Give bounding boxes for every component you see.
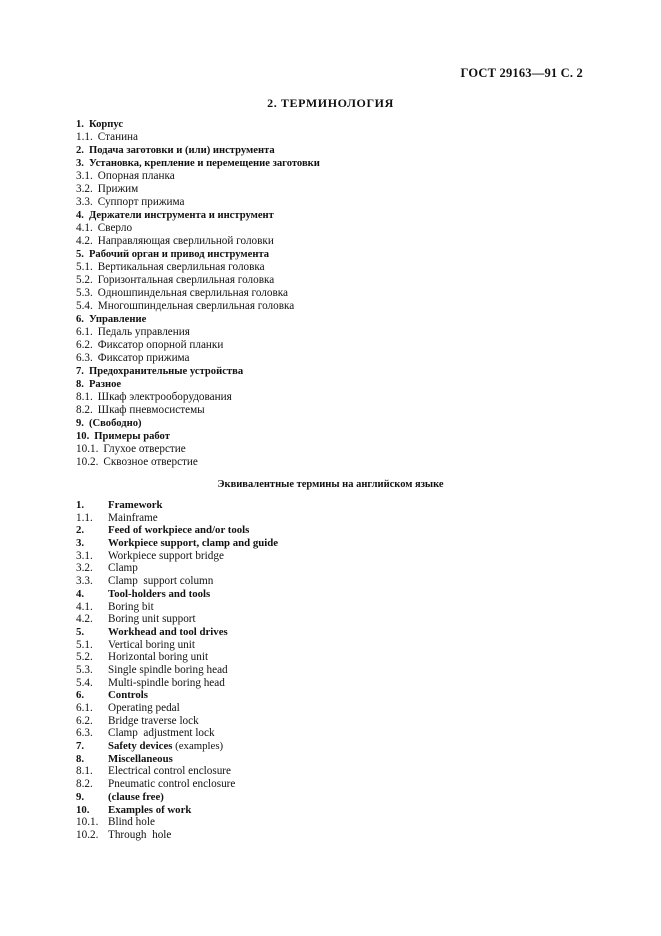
en-term-label: Clamp support column [108,575,214,588]
en-term-text [108,791,164,804]
en-term-text [108,588,210,601]
ru-term-row [76,235,596,248]
en-term-label: Pneumatic control enclosure [108,778,236,791]
en-term-number: 3.3. [76,575,93,588]
ru-term-text: Примеры работ [94,431,170,442]
en-term-label: Boring unit support [108,613,196,626]
en-term-row [76,601,596,614]
ru-term-text: Глухое отверстие [103,443,186,455]
en-term-label: Safety devices [108,740,173,753]
ru-term-text: Многошпиндельная сверлильная головка [97,300,295,312]
en-term-text [108,816,155,829]
ru-term-row [76,430,596,443]
en-term-number: 4.2. [76,613,93,626]
en-term-text [108,626,228,639]
ru-term-text: Управление [88,314,147,325]
en-term-text [108,651,208,664]
ru-term-number: 7. [76,366,84,377]
ru-term-text: Подача заготовки и (или) инструмента [88,145,275,156]
ru-term-text: Держатели инструмента и инструмент [88,210,274,221]
en-term-number: 1. [76,499,85,511]
ru-term-number: 6. [76,314,84,325]
en-term-row [76,715,596,728]
ru-term-text: Сверло [97,222,133,234]
en-term-label: Miscellaneous [108,752,173,765]
en-term-row [76,753,596,766]
en-term-row [76,562,596,575]
en-term-number: 5.2. [76,651,93,664]
en-term-text [108,715,199,728]
en-term-text [108,778,235,791]
english-terms-list [76,499,596,842]
en-term-text [108,524,249,537]
en-term-text [108,664,228,677]
en-term-number: 10. [76,803,90,816]
ru-term-number: 9. [76,418,84,429]
ru-term-text: Станина [97,131,139,143]
ru-term-row [76,378,596,391]
en-term-label: Operating pedal [108,702,180,714]
en-term-row [76,499,596,512]
en-term-row [76,677,596,690]
ru-term-row [76,365,596,378]
en-term-row [76,524,596,537]
en-term-row [76,664,596,677]
ru-term-number: 3. [76,158,84,169]
en-term-number: 5. [76,625,85,638]
en-term-number: 10.1. [76,816,99,829]
ru-term-number: 4.1. [76,222,93,234]
en-term-row [76,512,596,525]
ru-term-row [76,261,596,274]
en-term-number: 4. [76,587,85,600]
en-term-text [108,753,173,766]
en-term-row [76,829,596,842]
ru-term-number: 10.2. [76,456,99,468]
en-term-text [108,639,195,652]
en-term-suffix: (examples) [172,740,224,753]
en-term-label: Workhead and tool drives [108,625,228,638]
en-term-row [76,689,596,702]
en-term-number: 4.1. [76,600,93,613]
en-term-number: 2. [76,524,85,537]
ru-term-text: Разное [88,379,122,390]
en-term-row [76,804,596,817]
en-term-number: 6.1. [76,702,93,714]
en-term-text [108,613,196,626]
en-term-label: Clamp adjustment lock [108,727,215,740]
en-term-number: 5.4. [76,676,93,689]
en-term-label: Horizontal boring unit [108,651,209,664]
en-term-number: 7. [76,740,85,753]
ru-term-row [76,196,596,209]
ru-term-row [76,326,596,339]
ru-term-text: Направляющая сверлильной головки [97,235,274,247]
en-term-number: 6.3. [76,727,93,740]
en-term-row [76,588,596,601]
ru-term-number: 5.1. [76,261,93,273]
ru-term-number: 8.1. [76,391,93,403]
en-term-label: Workpiece support, clamp and guide [108,537,279,550]
ru-term-row [76,404,596,417]
ru-term-number: 5.2. [76,274,93,286]
english-section-title: Эквивалентные термины на английском языке [217,479,444,490]
ru-term-number: 5.4. [76,300,93,312]
en-term-label: Workpiece support bridge [108,549,224,562]
ru-term-text: Суппорт прижима [97,196,185,208]
ru-term-number: 10.1. [76,443,99,455]
ru-term-number: 8.2. [76,404,93,416]
ru-term-row [76,222,596,235]
ru-term-row [76,443,596,456]
ru-term-row [76,248,596,261]
ru-term-text: Рабочий орган и привод инструмента [88,249,270,260]
en-term-label: Blind hole [108,816,155,829]
en-term-number: 8.1. [76,765,93,778]
ru-term-text: Сквозное отверстие [103,456,198,468]
en-term-label: Examples of work [108,803,192,816]
en-term-number: 9. [76,790,85,803]
ru-term-text: Установка, крепление и перемещение заготовки [88,158,320,169]
en-term-number: 10.2. [76,828,99,841]
en-term-text [108,677,225,690]
ru-term-row [76,313,596,326]
ru-term-text: Прижим [97,183,139,195]
en-term-row [76,575,596,588]
russian-terms-list [76,118,596,469]
en-term-text [108,601,154,614]
en-term-text [108,689,148,702]
section-title: 2. ТЕРМИНОЛОГИЯ [267,96,394,110]
ru-term-row [76,157,596,170]
ru-term-text: Горизонтальная сверлильная головка [97,274,275,286]
en-term-label: Boring bit [108,600,154,613]
ru-term-row [76,417,596,430]
ru-term-number: 3.2. [76,183,93,195]
ru-term-text: Шкаф пневмосистемы [97,404,205,416]
ru-term-row [76,339,596,352]
en-term-row [76,651,596,664]
en-term-number: 8. [76,752,85,765]
en-term-text [108,829,171,842]
ru-term-row [76,391,596,404]
ru-term-text: Одношпиндельная сверлильная головка [97,287,288,299]
ru-term-row [76,170,596,183]
en-term-label: Framework [108,499,163,511]
ru-term-number: 3.3. [76,196,93,208]
ru-term-number: 6.3. [76,352,93,364]
en-term-number: 5.1. [76,638,93,651]
en-term-text [108,575,213,588]
ru-term-text: (Свободно) [88,418,142,429]
ru-term-number: 10. [76,431,90,442]
en-term-row [76,727,596,740]
ru-term-row [76,274,596,287]
ru-term-text: Вертикальная сверлильная головка [97,261,265,273]
en-term-text [108,804,191,817]
ru-term-number: 6.2. [76,339,93,351]
ru-term-number: 1.1. [76,131,93,143]
ru-term-row [76,456,596,469]
en-term-row [76,702,596,715]
ru-term-text: Опорная планка [97,170,175,182]
en-term-text [108,727,215,740]
en-term-row [76,550,596,563]
en-term-row [76,791,596,804]
en-term-text [108,512,158,525]
en-term-text [108,537,278,550]
ru-term-row [76,300,596,313]
en-term-label: Bridge traverse lock [108,714,199,727]
en-term-label: Clamp [108,562,138,575]
en-term-text [108,562,138,575]
ru-term-text: Фиксатор опорной планки [97,339,224,351]
en-term-text [108,499,163,512]
en-term-number: 5.3. [76,663,93,676]
ru-term-row [76,209,596,222]
en-term-text [108,550,224,563]
en-term-row [76,778,596,791]
en-term-number: 6.2. [76,714,93,727]
ru-term-row [76,144,596,157]
en-term-number: 3. [76,537,85,550]
en-term-label: (clause free) [108,790,164,803]
ru-term-number: 5. [76,249,84,260]
ru-term-row [76,183,596,196]
ru-term-text: Предохранительные устройства [88,366,244,377]
en-term-row [76,639,596,652]
en-term-number: 3.1. [76,549,93,562]
en-term-label: Through hole [108,828,172,841]
en-term-label: Electrical control enclosure [108,765,232,778]
ru-term-row [76,131,596,144]
ru-term-number: 3.1. [76,170,93,182]
en-term-text [108,702,180,715]
ru-term-number: 2. [76,145,84,156]
en-term-label: Mainframe [108,511,158,524]
en-term-label: Feed of workpiece and/or tools [108,524,250,537]
en-term-number: 6. [76,689,85,702]
en-term-row [76,613,596,626]
ru-term-number: 4. [76,210,84,221]
en-term-row [76,537,596,550]
ru-term-text: Корпус [88,119,124,130]
en-term-text [108,740,223,753]
en-term-label: Single spindle boring head [108,663,228,676]
en-term-label: Tool-holders and tools [108,587,211,600]
en-term-label: Vertical boring unit [108,638,195,651]
ru-term-row [76,118,596,131]
page-header: ГОСТ 29163—91 С. 2 [460,66,583,80]
ru-term-number: 1. [76,119,84,130]
en-term-row [76,765,596,778]
ru-term-row [76,352,596,365]
en-term-label: Multi-spindle boring head [108,676,225,689]
ru-term-text: Шкаф электрооборудования [97,391,232,403]
ru-term-text: Фиксатор прижима [97,352,190,364]
en-term-label: Controls [108,689,148,702]
ru-term-number: 5.3. [76,287,93,299]
en-term-row [76,626,596,639]
en-term-number: 3.2. [76,562,93,575]
ru-term-number: 8. [76,379,84,390]
en-term-row [76,740,596,753]
en-term-text [108,765,231,778]
en-term-number: 8.2. [76,778,93,791]
ru-term-number: 4.2. [76,235,93,247]
ru-term-number: 6.1. [76,326,93,338]
en-term-number: 1.1. [76,511,93,524]
ru-term-text: Педаль управления [97,326,190,338]
en-term-row [76,816,596,829]
ru-term-row [76,287,596,300]
